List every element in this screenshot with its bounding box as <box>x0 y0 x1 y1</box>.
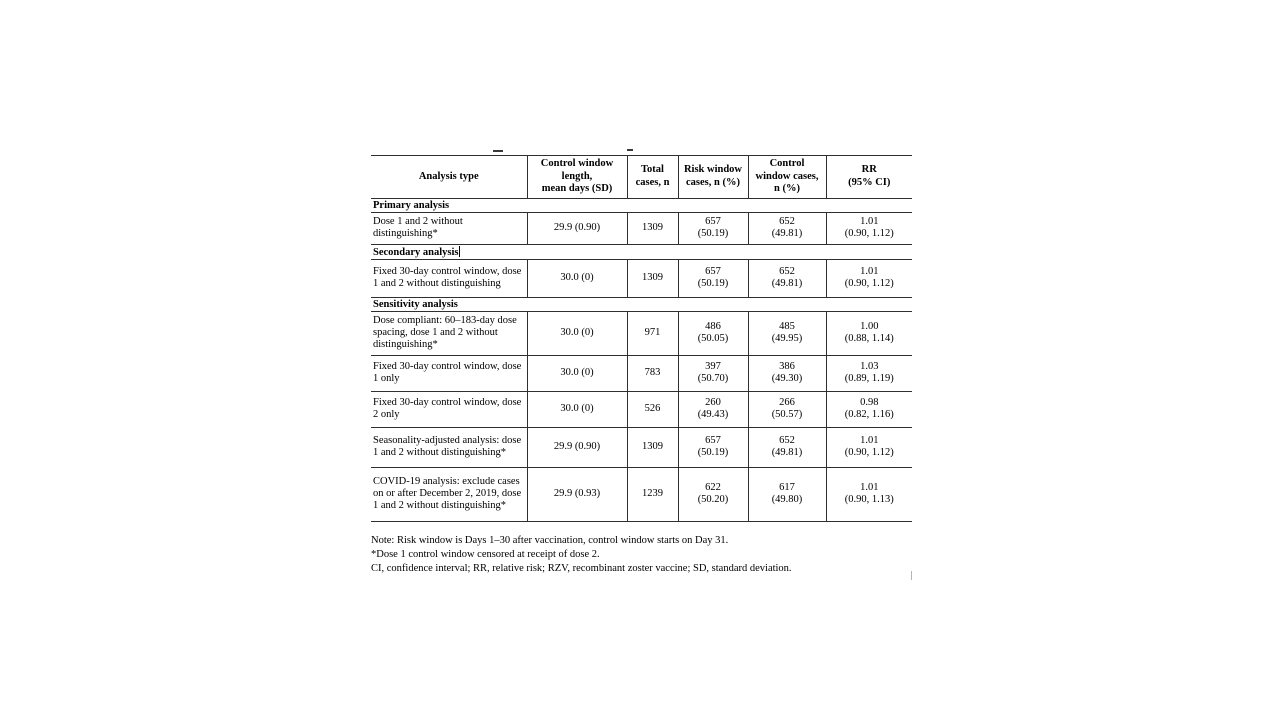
total-cases-cell: 1309 <box>627 212 678 244</box>
mean-days-cell: 29.9 (0.90) <box>527 427 627 467</box>
footnote-asterisk: *Dose 1 control window censored at receipt of dose 2. <box>371 549 600 560</box>
analysis-type-cell: COVID-19 analysis: exclude cases on or after December 2, 2019, dose 1 and 2 without distinguishing* <box>371 467 527 521</box>
control-window-cell: 652 (49.81) <box>748 427 826 467</box>
section-title: Sensitivity analysis <box>371 297 912 311</box>
section-title: Secondary analysis <box>371 244 912 259</box>
table-footnotes <box>371 534 936 576</box>
analysis-type-cell: Fixed 30-day control window, dose 2 only <box>371 391 527 427</box>
table-row <box>371 311 912 355</box>
mean-days-cell: 30.0 (0) <box>527 259 627 297</box>
analysis-results-table <box>371 155 912 522</box>
table-row <box>371 391 912 427</box>
col-header-risk-window-cases: Risk window cases, n (%) <box>678 156 748 199</box>
mean-days-cell: 29.9 (0.93) <box>527 467 627 521</box>
control-window-cell: 266 (50.57) <box>748 391 826 427</box>
total-cases-cell: 971 <box>627 311 678 355</box>
section-row-secondary <box>371 244 912 259</box>
total-cases-cell: 1309 <box>627 259 678 297</box>
control-window-cell: 617 (49.80) <box>748 467 826 521</box>
col-header-total-cases: Total cases, n <box>627 156 678 199</box>
col-header-control-window-length: Control window length, mean days (SD) <box>527 156 627 199</box>
caption-fragment <box>493 150 503 152</box>
table-row <box>371 355 912 391</box>
col-header-rr: RR (95% CI) <box>826 156 912 199</box>
faint-text-cursor <box>911 571 912 580</box>
rr-cell: 1.01 (0.90, 1.12) <box>826 212 912 244</box>
col-header-control-window-cases: Control window cases, n (%) <box>748 156 826 199</box>
mean-days-cell: 30.0 (0) <box>527 391 627 427</box>
rr-cell: 1.01 (0.90, 1.12) <box>826 427 912 467</box>
mean-days-cell: 29.9 (0.90) <box>527 212 627 244</box>
risk-window-cell: 657 (50.19) <box>678 259 748 297</box>
mean-days-cell: 30.0 (0) <box>527 311 627 355</box>
risk-window-cell: 657 (50.19) <box>678 212 748 244</box>
risk-window-cell: 486 (50.05) <box>678 311 748 355</box>
section-row-primary <box>371 198 912 212</box>
table-row <box>371 259 912 297</box>
text-cursor <box>459 246 460 257</box>
risk-window-cell: 260 (49.43) <box>678 391 748 427</box>
analysis-type-cell: Fixed 30-day control window, dose 1 and 2 without distinguishing <box>371 259 527 297</box>
caption-fragment <box>627 149 633 151</box>
risk-window-cell: 397 (50.70) <box>678 355 748 391</box>
analysis-type-cell: Fixed 30-day control window, dose 1 only <box>371 355 527 391</box>
table-row <box>371 212 912 244</box>
total-cases-cell: 1309 <box>627 427 678 467</box>
section-row-sensitivity <box>371 297 912 311</box>
control-window-cell: 386 (49.30) <box>748 355 826 391</box>
footnote-note: Note: Risk window is Days 1–30 after vaccination, control window starts on Day 31. <box>371 535 729 546</box>
col-header-analysis-type: Analysis type <box>371 156 527 199</box>
rr-cell: 1.03 (0.89, 1.19) <box>826 355 912 391</box>
analysis-type-cell: Dose compliant: 60–183-day dose spacing, dose 1 and 2 without distinguishing* <box>371 311 527 355</box>
control-window-cell: 652 (49.81) <box>748 259 826 297</box>
footnote-abbreviations: CI, confidence interval; RR, relative risk; RZV, recombinant zoster vaccine; SD, standard deviation. <box>371 563 792 574</box>
control-window-cell: 652 (49.81) <box>748 212 826 244</box>
rr-cell: 1.01 (0.90, 1.13) <box>826 467 912 521</box>
total-cases-cell: 783 <box>627 355 678 391</box>
analysis-type-cell: Dose 1 and 2 without distinguishing* <box>371 212 527 244</box>
rr-cell: 1.00 (0.88, 1.14) <box>826 311 912 355</box>
header-row <box>371 156 912 199</box>
analysis-type-cell: Seasonality-adjusted analysis: dose 1 and 2 without distinguishing* <box>371 427 527 467</box>
table-row <box>371 467 912 521</box>
mean-days-cell: 30.0 (0) <box>527 355 627 391</box>
table-row <box>371 427 912 467</box>
rr-cell: 1.01 (0.90, 1.12) <box>826 259 912 297</box>
rr-cell: 0.98 (0.82, 1.16) <box>826 391 912 427</box>
risk-window-cell: 657 (50.19) <box>678 427 748 467</box>
risk-window-cell: 622 (50.20) <box>678 467 748 521</box>
total-cases-cell: 1239 <box>627 467 678 521</box>
control-window-cell: 485 (49.95) <box>748 311 826 355</box>
section-title: Primary analysis <box>371 198 912 212</box>
total-cases-cell: 526 <box>627 391 678 427</box>
